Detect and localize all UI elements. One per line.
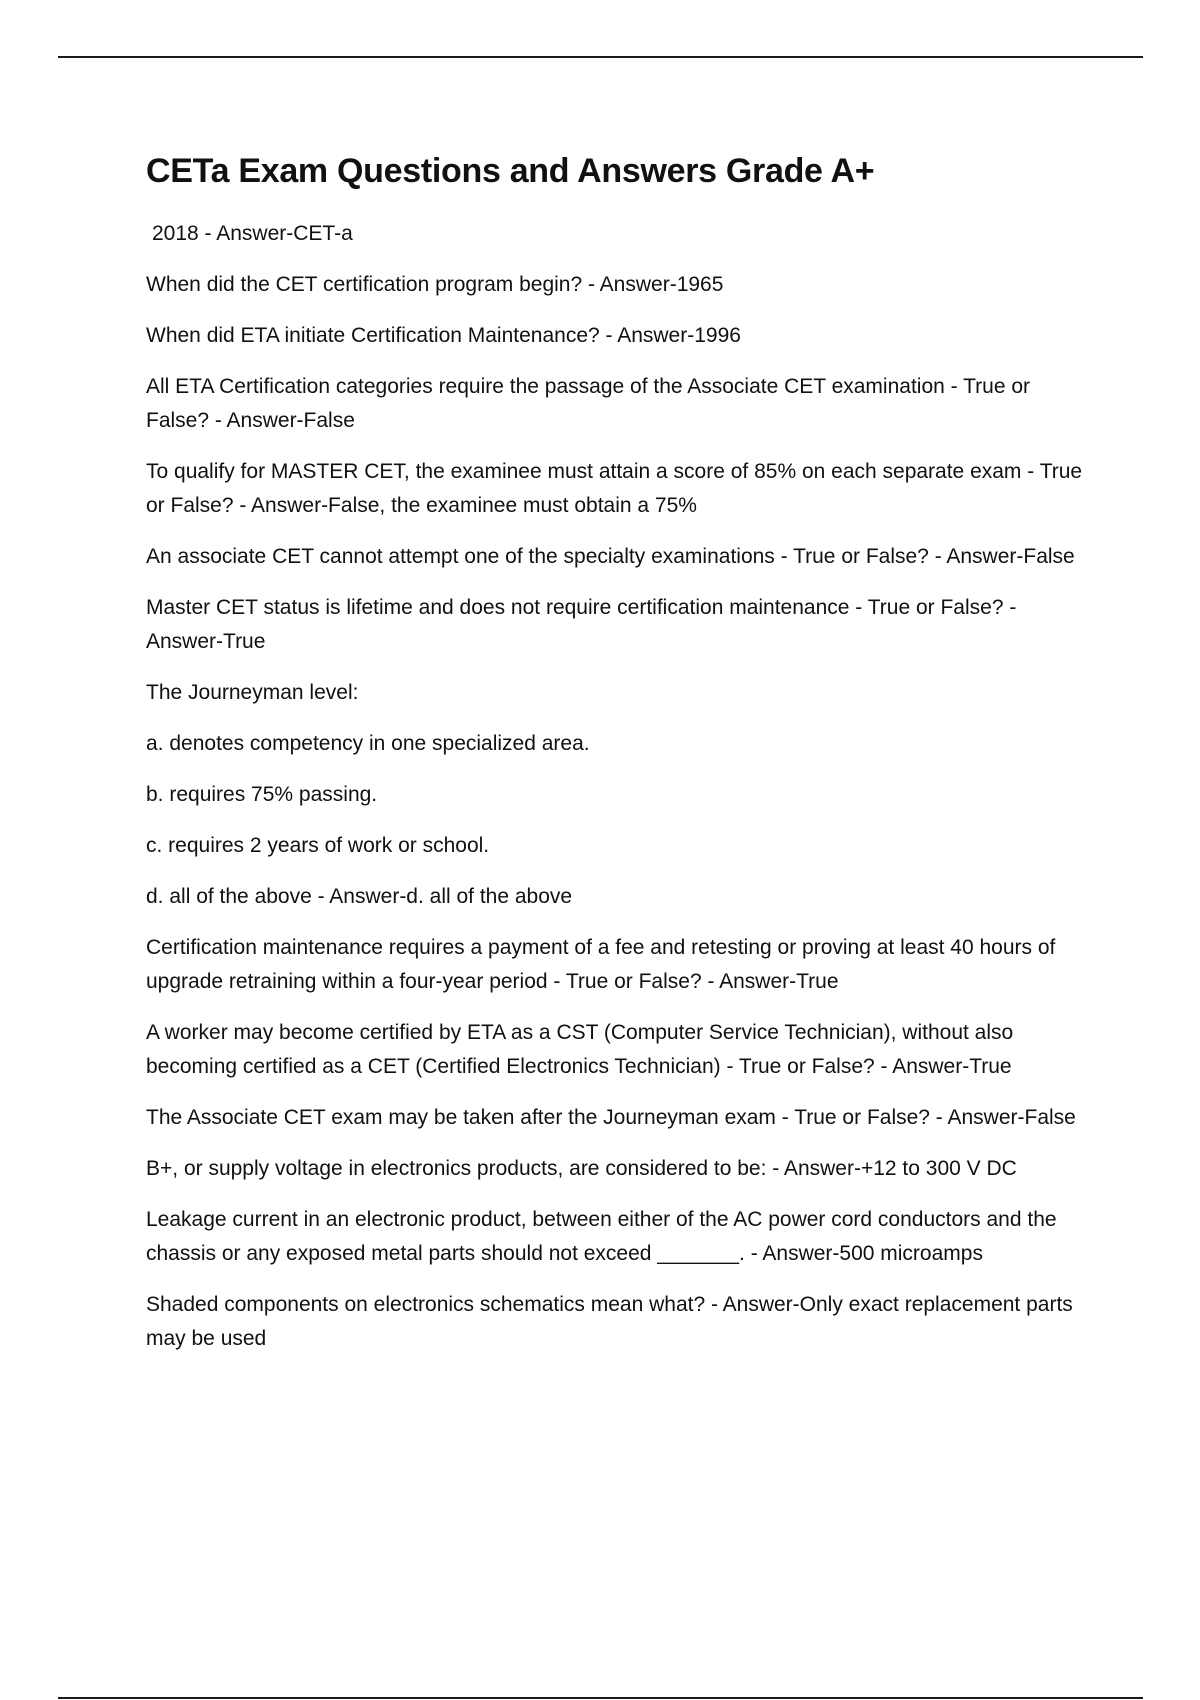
footer-rule xyxy=(58,1697,1143,1699)
choice-d-answer: d. all of the above - Answer-d. all of the above xyxy=(146,885,573,908)
header-rule xyxy=(58,56,1143,58)
qa-item: To qualify for MASTER CET, the examinee must attain a score of 85% on each separate exam - True or False? - Answer-False, the examinee must obtain a 75% xyxy=(146,460,1083,517)
qa-item: All ETA Certification categories require the passage of the Associate CET examination - True or False? - Answer-False xyxy=(146,375,1030,432)
qa-item: Shaded components on electronics schematics mean what? - Answer-Only exact replacement parts may be used xyxy=(146,1293,1073,1350)
qa-item: An associate CET cannot attempt one of the specialty examinations - True or False? - Answer-False xyxy=(146,545,1075,568)
qa-item: The Associate CET exam may be taken after the Journeyman exam - True or False? - Answer-False xyxy=(146,1106,1076,1129)
qa-item: Master CET status is lifetime and does not require certification maintenance - True or False? - Answer-True xyxy=(146,596,1017,653)
choice-a: a. denotes competency in one specialized area. xyxy=(146,732,590,755)
qa-item: B+, or supply voltage in electronics products, are considered to be: - Answer-+12 to 300 V DC xyxy=(146,1157,1017,1180)
qa-item: When did ETA initiate Certification Maintenance? - Answer-1996 xyxy=(146,324,741,347)
qa-item: When did the CET certification program begin? - Answer-1965 xyxy=(146,273,724,296)
qa-item: Leakage current in an electronic product, between either of the AC power cord conductors and the chassis or any exposed metal parts should not exceed _______. - Answer-500 microamps xyxy=(146,1208,1057,1265)
qa-item: 2018 - Answer-CET-a xyxy=(152,222,353,245)
choice-c: c. requires 2 years of work or school. xyxy=(146,834,490,857)
qa-item: A worker may become certified by ETA as a CST (Computer Service Technician), without also becoming certified as a CET (Certified Electronics Technician) - True or False? - Answer-True xyxy=(146,1021,1014,1078)
document-body xyxy=(146,150,1086,1373)
question-stem: The Journeyman level: xyxy=(146,681,359,704)
document-title: CETa Exam Questions and Answers Grade A+ xyxy=(146,152,875,190)
choice-b: b. requires 75% passing. xyxy=(146,783,378,806)
qa-item: Certification maintenance requires a payment of a fee and retesting or proving at least 40 hours of upgrade retraining within a four-year period - True or False? - Answer-True xyxy=(146,936,1056,993)
